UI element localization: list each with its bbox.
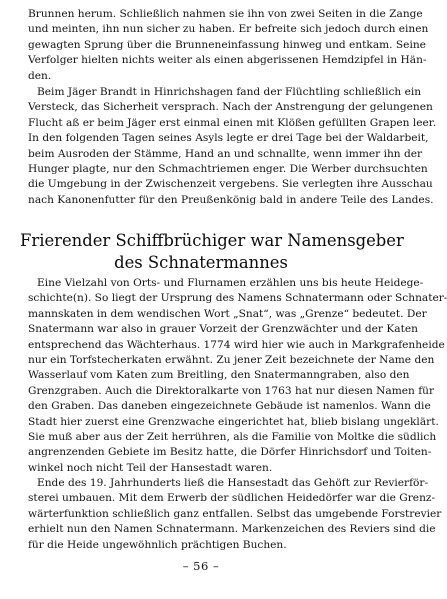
text-line: nur ein Torfstecherkaten erwähnt. Zu jener Zeit bezeichnete der Name den <box>28 353 435 366</box>
text-line: die Umgebung in der Zwischenzeit vergebens. Sie verlegten ihre Ausschau <box>28 178 433 191</box>
text-line: Verfolger hielten nichts weiter als einen abgerissenen Hemdzipfel in Hän- <box>28 54 427 67</box>
text-line: Sie muß aber aus der Zeit herrühren, als die Familie von Moltke die südlich <box>28 430 437 443</box>
page-number: – 56 – <box>182 559 220 573</box>
heading-line-1: Frierender Schiffbrüchiger war Namensgeber <box>20 231 404 250</box>
text-line: winkel noch nicht Teil der Hansestadt waren. <box>28 461 273 474</box>
heading-line-2: des Schnatermannes <box>114 253 288 272</box>
text-line: und meinten, ihn nun sicher zu haben. Er befreite sich jedoch durch einen <box>28 23 429 36</box>
text-line: sterei umbauen. Mit dem Erwerb der südlichen Heidedörfer war die Grenz- <box>28 492 436 505</box>
paragraph-escape-at-well <box>28 7 429 84</box>
text-line: schichte(n). So liegt der Ursprung des Namens Schnatermann oder Schnater- <box>28 292 447 305</box>
text-line: Eine Vielzahl von Orts- und Flurnamen erzählen uns bis heute Heidege- <box>37 277 424 289</box>
text-line: Ende des 19. Jahrhunderts ließ die Hansestadt das Gehöft zur Revierför- <box>37 477 429 489</box>
text-line: wärterfunktion schließlich ganz entfallen. Selbst das umgebende Forstrevier <box>28 507 442 520</box>
text-line: nach Kanonenfutter für den Preußenkönig bald in andere Teile des Landes. <box>28 193 434 206</box>
text-line: Versteck, das Sicherheit versprach. Nach der Anstrengung der gelungenen <box>28 101 433 114</box>
text-line: Snatermann war also in grauer Vorzeit der Grenzwächter und der Katen <box>28 323 418 336</box>
text-line: den Graben. Das daneben eingezeichnete Gebäude ist namenlos. Wann die <box>28 400 431 413</box>
text-line: Beim Jäger Brandt in Hinrichshagen fand der Flüchtling schließlich ein <box>37 86 422 98</box>
text-line: erhielt nun den Namen Schnatermann. Markenzeichen des Reviers sind die <box>28 523 436 536</box>
text-line: für die Heide ungewöhnlich prächtigen Buchen. <box>28 538 287 551</box>
text-line: Wasserlauf vom Katen zum Breitling, den Snatermanngraben, also den <box>28 369 410 382</box>
text-line: Flucht aß er beim Jäger erst einmal einen mit Klößen gefüllten Grapen leer. <box>28 116 437 129</box>
text-line: Grenzgraben. Auch die Direktoralkarte von 1763 hat nur diesen Namen für <box>28 384 435 397</box>
section-heading <box>20 230 404 274</box>
text-line: den. <box>28 69 52 82</box>
text-line: Hunger plagte, nur den Schmachtriemen enger. Die Werber durchsuchten <box>28 162 428 175</box>
text-line: mannskaten in dem wendischen Wort „Snat“, was „Grenze“ bedeutet. Der <box>28 307 427 320</box>
paragraph-forestry-station <box>28 476 442 553</box>
text-line: angrenzenden Gebiete im Besitz hatte, die Dörfer Hinrichsdorf und Toiten- <box>28 446 432 459</box>
text-line: entsprechend das Wächterhaus. 1774 wird hier wie auch in Markgrafenheide <box>28 338 445 351</box>
paragraph-hiding-with-hunter <box>28 85 437 208</box>
paragraph-name-origin <box>28 276 447 476</box>
text-line: Brunnen herum. Schließlich nahmen sie ihn von zwei Seiten in die Zange <box>28 8 423 20</box>
text-line: beim Ausroden der Stämme, Hand an und schnallte, wenn immer ihn der <box>28 147 423 160</box>
text-line: gewagten Sprung über die Brunneneinfassung hinweg und entkam. Seine <box>28 38 426 51</box>
text-line: In den folgenden Tagen seines Asyls legte er drei Tage bei der Waldarbeit, <box>28 132 429 145</box>
text-line: Stadt hier zuerst eine Grenzwache eingerichtet hat, blieb bislang ungeklärt. <box>28 415 439 428</box>
